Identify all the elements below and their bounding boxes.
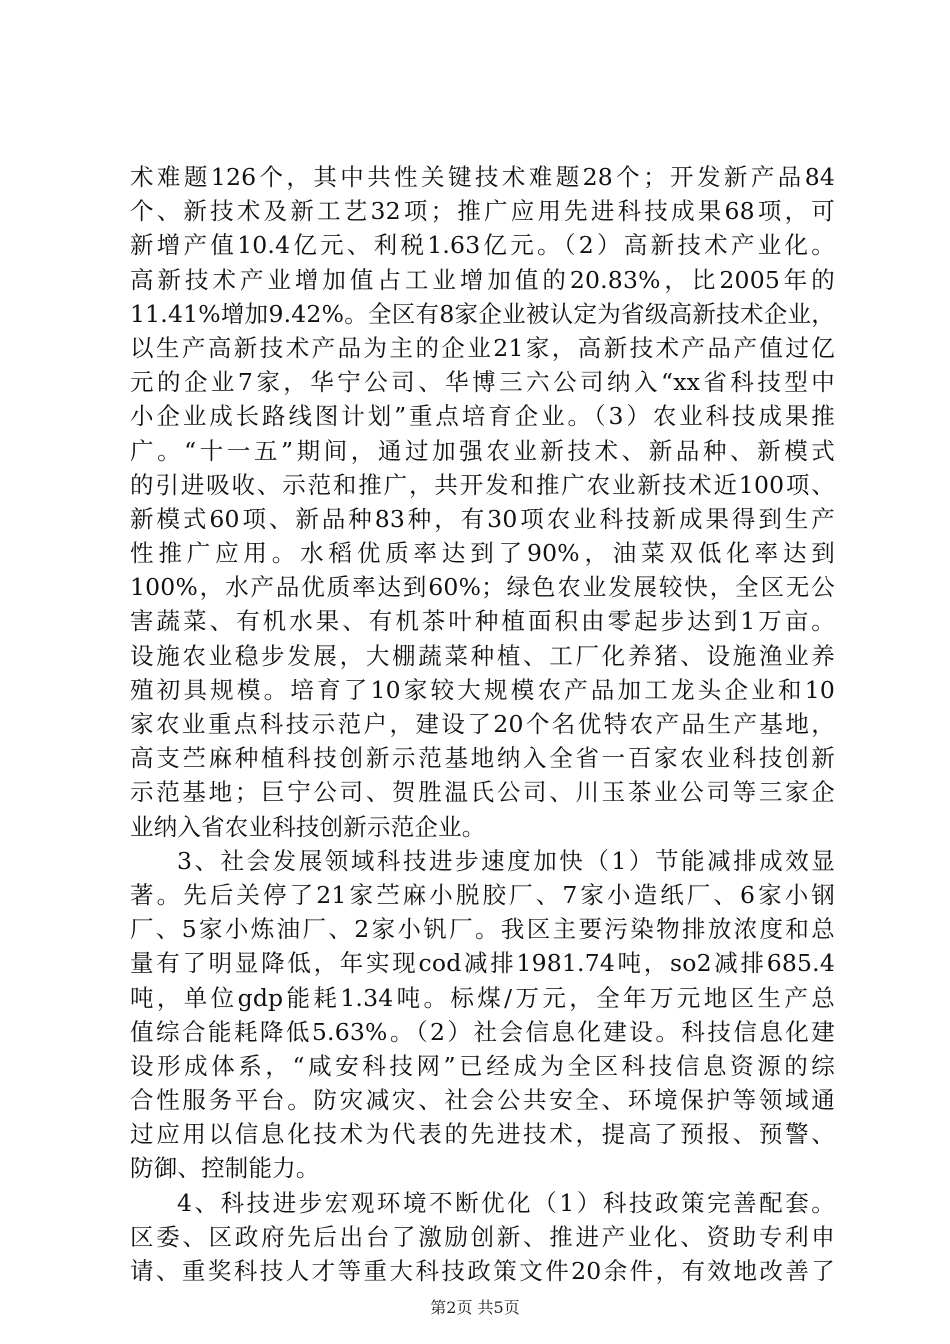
text-line: 个、新技术及新工艺32项；推广应用先进科技成果68项，可	[130, 197, 835, 226]
text-line: 元的企业7家，华宁公司、华博三六公司纳入“xx省科技型中	[130, 368, 835, 397]
text-line: 新增产值10.4亿元、利税1.63亿元。（2）高新技术产业化。	[130, 231, 835, 260]
text-line: 业纳入省农业科技创新示范企业。	[130, 812, 486, 841]
text-line: 示范基地；巨宁公司、贺胜温氏公司、川玉茶业公司等三家企	[130, 778, 835, 807]
text-line: 区委、区政府先后出台了激励创新、推进产业化、资助专利申	[130, 1222, 835, 1251]
text-line: 殖初具规模。培育了10家较大规模农产品加工龙头企业和10	[130, 675, 835, 704]
text-line: 100%，水产品优质率达到60%；绿色农业发展较快，全区无公	[130, 573, 835, 602]
text-line: 新模式60项、新品种83种，有30项农业科技新成果得到生产	[130, 504, 835, 533]
paragraph-start-line: 3、社会发展领域科技进步速度加快（1）节能减排成效显	[177, 846, 835, 875]
document-body	[130, 160, 835, 1288]
page-number-footer: 第2页 共5页	[430, 1298, 520, 1317]
text-line: 家农业重点科技示范户，建设了20个名优特农产品生产基地，	[130, 710, 835, 738]
text-line: 量有了明显降低，年实现cod减排1981.74吨，so2减排685.4	[130, 949, 835, 978]
text-line: 防御、控制能力。	[130, 1154, 320, 1183]
text-line: 设形成体系，“咸安科技网”已经成为全区科技信息资源的综	[130, 1051, 835, 1080]
text-line: 11.41%增加9.42%。全区有8家企业被认定为省级高新技术企业，	[130, 299, 835, 328]
text-line: 高新技术产业增加值占工业增加值的20.83%，比2005年的	[130, 265, 835, 294]
text-line: 性推广应用。水稻优质率达到了90%，油菜双低化率达到	[130, 539, 835, 568]
text-line: 吨，单位gdp能耗1.34吨。标煤/万元，全年万元地区生产总	[130, 983, 835, 1012]
text-line: 著。先后关停了21家苎麻小脱胶厂、7家小造纸厂、6家小钢	[130, 880, 835, 909]
text-line: 值综合能耗降低5.63%。（2）社会信息化建设。科技信息化建	[130, 1017, 835, 1046]
text-line: 高支苎麻种植科技创新示范基地纳入全省一百家农业科技创新	[130, 744, 835, 773]
text-line: 过应用以信息化技术为代表的先进技术，提高了预报、预警、	[130, 1120, 835, 1149]
text-line: 合性服务平台。防灾减灾、社会公共安全、环境保护等领域通	[130, 1086, 835, 1115]
text-line: 小企业成长路线图计划”重点培育企业。（3）农业科技成果推	[130, 402, 835, 431]
text-line: 设施农业稳步发展，大棚蔬菜种植、工厂化养猪、设施渔业养	[130, 641, 835, 670]
text-line: 的引进吸收、示范和推广，共开发和推广农业新技术近100项、	[130, 470, 835, 499]
text-line: 术难题126个，其中共性关键技术难题28个；开发新产品84	[130, 163, 835, 191]
paragraph-start-line: 4、科技进步宏观环境不断优化（1）科技政策完善配套。	[177, 1188, 835, 1217]
text-line: 害蔬菜、有机水果、有机茶叶种植面积由零起步达到1万亩。	[130, 607, 835, 636]
text-line: 以生产高新技术产品为主的企业21家，高新技术产品产值过亿	[130, 333, 835, 362]
text-line: 广。“十一五”期间，通过加强农业新技术、新品种、新模式	[130, 436, 835, 465]
text-line: 请、重奖科技人才等重大科技政策文件20余件，有效地改善了	[130, 1257, 835, 1285]
text-line: 厂、5家小炼油厂、2家小钒厂。我区主要污染物排放浓度和总	[130, 915, 835, 944]
